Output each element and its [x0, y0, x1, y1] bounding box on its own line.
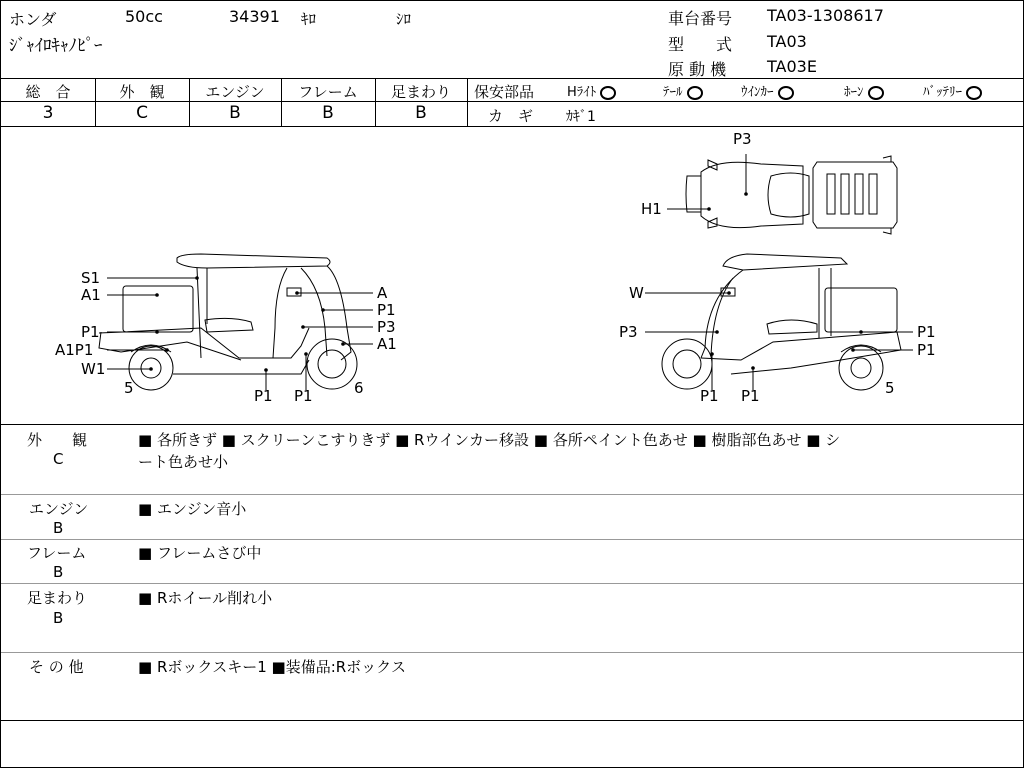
remark-grade-suspension: B — [53, 609, 64, 627]
remark-label-exterior: 外 観 — [27, 431, 88, 449]
diagram-label: A1P1 — [55, 341, 94, 359]
safety-label: 保安部品 — [474, 83, 535, 101]
diagram-label: A1 — [81, 286, 101, 304]
divider — [467, 78, 468, 126]
divider — [1, 126, 1023, 127]
grade-header-engine: エンジン — [205, 83, 265, 101]
diagram-label: P3 — [619, 323, 638, 341]
remark-text-engine: ■ エンジン音小 — [138, 500, 247, 518]
remark-grade-engine: B — [53, 519, 64, 537]
diagram-label: P1 — [294, 387, 313, 405]
frame-label: 車台番号 — [668, 9, 733, 28]
grade-header-suspension: 足まわり — [390, 83, 451, 101]
displacement: 50cc — [125, 7, 163, 26]
safety-item-winker: ｳｲﾝｶｰ — [741, 81, 794, 100]
diagram-label: 5 — [885, 379, 895, 397]
color: ｼﾛ — [396, 10, 412, 28]
diagram-label: P1 — [917, 323, 936, 341]
safety-item-headlight: Hﾗｲﾄ — [567, 81, 616, 100]
diagram-label: P1 — [81, 323, 100, 341]
ok-circle-icon — [868, 86, 884, 100]
divider — [1, 539, 1023, 540]
divider — [1, 424, 1023, 425]
safety-item-battery: ﾊﾞｯﾃﾘｰ — [923, 81, 982, 100]
remark-text-other: ■ Rボックスキー1 ■装備品:Rボックス — [138, 658, 407, 676]
diagram-label: A — [377, 284, 388, 302]
leader-dots — [149, 192, 863, 372]
type-value: TA03 — [767, 32, 807, 51]
divider — [1, 583, 1023, 584]
diagram-label: P1 — [254, 387, 273, 405]
diagram-label: P1 — [917, 341, 936, 359]
maker: ホンダ — [9, 10, 57, 29]
divider — [1, 720, 1023, 721]
mileage: 34391 — [229, 7, 280, 26]
remark-label-other: そ の 他 — [29, 658, 84, 676]
diagram-label: A1 — [377, 335, 397, 353]
type-label: 型 式 — [668, 35, 733, 54]
engine-value: TA03E — [767, 57, 817, 76]
damage-diagram — [1, 128, 1023, 424]
remark-text-exterior: ■ 各所きず ■ スクリーンこすりきず ■ Rウインカー移設 ■ 各所ペイント色あせ ■ 樹脂部色あせ ■ シ — [138, 431, 841, 449]
remark-text-exterior: ート色あせ小 — [138, 453, 229, 471]
grade-exterior: C — [136, 103, 148, 123]
mileage-unit: ｷﾛ — [301, 10, 317, 28]
diagram-label: P3 — [733, 130, 752, 148]
grade-frame: B — [322, 103, 334, 123]
frame-number: TA03-1308617 — [767, 6, 884, 25]
leader-lines — [107, 154, 913, 390]
diagram-label: 6 — [354, 379, 364, 397]
diagram-label: H1 — [641, 200, 662, 218]
top-view-scooter — [686, 156, 897, 234]
diagram-label: W — [629, 284, 644, 302]
grade-header-overall: 総 合 — [25, 83, 71, 101]
ok-circle-icon — [687, 86, 703, 100]
remark-text-suspension: ■ Rホイール削れ小 — [138, 589, 273, 607]
diagram-label: W1 — [81, 360, 106, 378]
safety-item-horn: ﾎｰﾝ — [844, 81, 884, 100]
diagram-label: 5 — [124, 379, 134, 397]
key-label: カ ギ — [488, 107, 534, 125]
engine-label: 原 動 機 — [668, 60, 727, 79]
key-value: ｶｷﾞ1 — [566, 109, 596, 125]
diagram-label: P1 — [377, 301, 396, 319]
remark-grade-exterior: C — [53, 450, 64, 468]
grade-overall: 3 — [42, 103, 54, 123]
remark-text-frame: ■ フレームさび中 — [138, 544, 262, 562]
remark-label-engine: エンジン — [29, 500, 89, 518]
right-view-scooter — [662, 254, 901, 390]
model-name: ｼﾞｬｲﾛｷｬﾉﾋﾟｰ — [9, 36, 103, 56]
left-view-scooter — [99, 254, 357, 390]
grade-suspension: B — [415, 103, 427, 123]
ok-circle-icon — [966, 86, 982, 100]
grade-engine: B — [229, 103, 241, 123]
diagram-label: P1 — [741, 387, 760, 405]
remark-label-frame: フレーム — [27, 544, 87, 562]
divider — [1, 652, 1023, 653]
diagram-label: S1 — [81, 269, 101, 287]
divider — [1, 494, 1023, 495]
diagram-label: P1 — [700, 387, 719, 405]
remark-label-suspension: 足まわり — [27, 589, 88, 607]
diagram-label: P3 — [377, 318, 396, 336]
remark-grade-frame: B — [53, 563, 64, 581]
grade-header-exterior: 外 観 — [119, 83, 165, 101]
ok-circle-icon — [778, 86, 794, 100]
divider — [1, 78, 1023, 79]
grade-header-frame: フレーム — [298, 83, 358, 101]
ok-circle-icon — [600, 86, 616, 100]
safety-item-tail: ﾃｰﾙ — [663, 81, 703, 100]
